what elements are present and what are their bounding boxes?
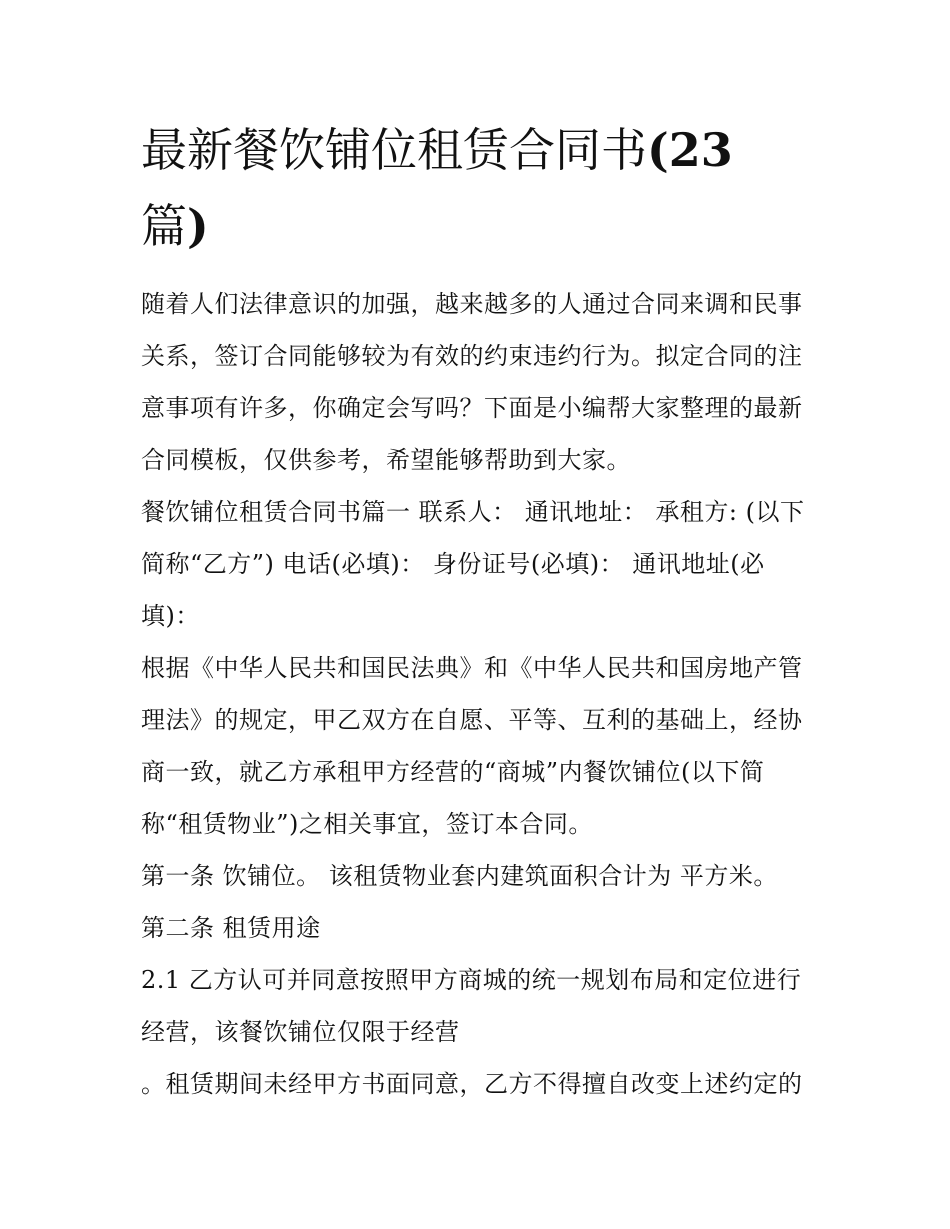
- document-body: [141, 112, 821, 1110]
- title-line2: 篇: [141, 199, 187, 253]
- title-close: ): [187, 199, 209, 253]
- article-2-heading: 第二条 租赁用途: [141, 914, 321, 942]
- parties-paragraph: 餐饮铺位租赁合同书篇一 联系人： 通讯地址： 承租方: (以下简称“乙方”) 电话(必填)： 身份证号(必填)： 通讯地址(必填)：: [141, 498, 805, 630]
- clause-2-1-continued: 。租赁期间未经甲方书面同意，乙方不得擅自改变上述约定的: [141, 1070, 803, 1098]
- document-title: [141, 112, 821, 264]
- clause-2-1-paragraph: 2.1 乙方认可并同意按照甲方商城的统一规划布局和定位进行经营，该餐饮铺位仅限于经营: [141, 966, 802, 1046]
- intro-paragraph: 随着人们法律意识的加强，越来越多的人通过合同来调和民事关系，签订合同能够较为有效的约束违约行为。拟定合同的注意事项有许多，你确定会写吗？下面是小编帮大家整理的最新合同模板，仅供参考，希望能够帮助到大家。: [141, 290, 803, 474]
- title-main: 最新餐饮铺位租赁合同书: [141, 123, 647, 177]
- article-1-paragraph: 第一条 饮铺位。 该租赁物业套内建筑面积合计为 平方米。: [141, 862, 778, 890]
- legal-basis-paragraph: 根据《中华人民共和国民法典》和《中华人民共和国房地产管理法》的规定，甲乙双方在自愿、平等、互利的基础上，经协商一致，就乙方承租甲方经营的“商城”内餐饮铺位(以下简称“租赁物业”)之相关事宜，签订本合同。: [141, 654, 803, 838]
- title-suffix: (23: [647, 123, 733, 177]
